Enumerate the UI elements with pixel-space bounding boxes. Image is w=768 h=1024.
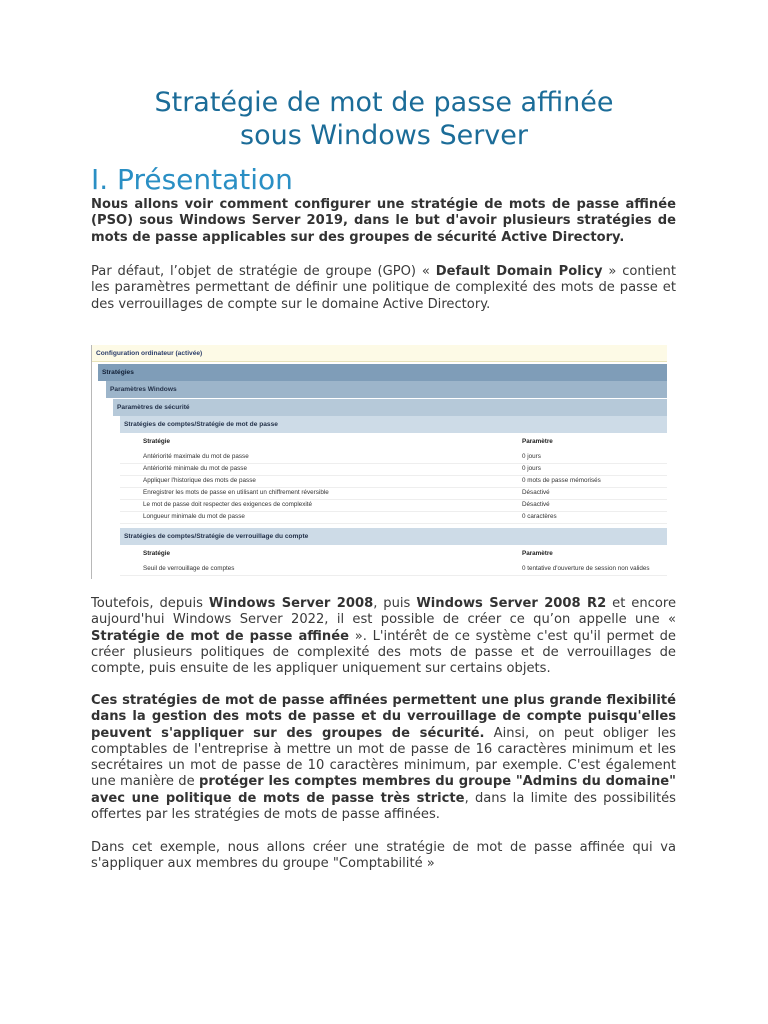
title-line-1: Stratégie de mot de passe affinée	[154, 87, 614, 118]
row-strategy: Antériorité maximale du mot de passe	[143, 453, 249, 460]
row-strategy: Seuil de verrouillage de comptes	[143, 565, 235, 572]
p3-text-c: , puis	[373, 596, 417, 611]
row-value: 0 jours	[522, 453, 541, 460]
p4-bold-c: protéger les comptes membres du groupe "Admins du domaine" avec une politique de mots de passe très stricte	[91, 774, 676, 806]
p2-text-c: » contient les paramètres permettant de définir une politique de complexité des mots de passe et des verrouillages de compte sur le domaine Active Directory.	[91, 264, 676, 312]
row-value: Désactivé	[522, 501, 550, 508]
p2-bold: Default Domain Policy	[435, 264, 603, 279]
col-param: Paramètre	[522, 438, 553, 445]
bar-lockout-policy: Stratégies de comptes/Stratégie de verrouillage du compte	[120, 528, 667, 545]
flexibility-paragraph	[91, 693, 676, 823]
document-title	[0, 86, 768, 152]
row-strategy: Enregistrer les mots de passe en utilisant un chiffrement réversible	[143, 489, 329, 496]
history-paragraph	[91, 596, 676, 677]
lockout-table-header	[120, 550, 667, 562]
p3-text-g: ». L'intérêt de ce système c'est qu'il permet de créer plusieurs politiques de complexité des mots de passe et de verrouillages de compte, puis ensuite de les appliquer uniquement sur certains objets.	[91, 628, 676, 677]
intro-bold-text: Nous allons voir comment configurer une stratégie de mots de passe affinée (PSO) sous Windows Server 2019, dans le but d'avoir plusieurs stratégies de mots de passe applicables sur des groupes de sécurité Active Directory.	[91, 197, 676, 245]
row-value: Désactivé	[522, 489, 550, 496]
intro-paragraph	[91, 197, 676, 246]
row-strategy: Appliquer l'historique des mots de passe	[143, 477, 256, 484]
row-value: 0 jours	[522, 465, 541, 472]
p2-text-a: Par défaut, l’objet de stratégie de groupe (GPO) «	[91, 264, 436, 279]
row-value: 0 mots de passe mémorisés	[522, 477, 601, 484]
section-heading: I. Présentation	[91, 163, 293, 196]
gpo-settings-screenshot	[91, 345, 667, 579]
password-table-header	[120, 438, 667, 450]
default-policy-paragraph	[91, 264, 676, 313]
p4-text-b: Ainsi, on peut obliger les comptables de l'entreprise à mettre un mot de passe de 16 caractères minimum et les secrétaires un mot de passe de 10 caractères minimum, par exemple. C'est également une manière de	[91, 725, 676, 790]
row-strategy: Antériorité minimale du mot de passe	[143, 465, 247, 472]
row-value: 0 caractères	[522, 513, 557, 520]
table-row	[120, 563, 667, 576]
title-line-2: sous Windows Server	[240, 120, 528, 151]
p3-bold-pso: Stratégie de mot de passe affinée	[91, 628, 349, 644]
bar-windows-settings: Paramètres Windows	[106, 381, 667, 398]
p3-text-e: et encore aujourd'hui Windows Server 2022, il est possible de créer ce qu’on appelle une «	[91, 596, 677, 628]
p3-bold-ws2008r2: Windows Server 2008 R2	[416, 596, 607, 611]
col-strategy: Stratégie	[143, 550, 170, 557]
p3-bold-ws2008: Windows Server 2008	[208, 596, 374, 611]
col-strategy: Stratégie	[143, 438, 170, 445]
row-value: 0 tentative d'ouverture de session non valides	[522, 565, 650, 572]
bar-password-policy: Stratégies de comptes/Stratégie de mot de passe	[120, 416, 667, 433]
row-strategy: Longueur minimale du mot de passe	[143, 513, 245, 520]
p4-bold-a: Ces stratégies de mot de passe affinées permettent une plus grande flexibilité dans la gestion des mots de passe et du verrouillage de compte puisqu'elles peuvent s'appliquer sur des groupes de sécurité.	[91, 693, 676, 741]
p4-text-d: , dans la limite des possibilités offertes par les stratégies de mots de passe affinées.	[91, 790, 676, 823]
table-row	[120, 511, 667, 524]
example-paragraph: Dans cet exemple, nous allons créer une stratégie de mot de passe affinée qui va s'appliquer aux membres du groupe "Comptabilité »	[91, 840, 676, 872]
bar-computer-config: Configuration ordinateur (activée)	[92, 345, 667, 362]
bar-security-settings: Paramètres de sécurité	[113, 399, 667, 416]
col-param: Paramètre	[522, 550, 553, 557]
p3-text-a: Toutefois, depuis	[91, 596, 209, 611]
bar-strategies: Stratégies	[98, 364, 667, 381]
row-strategy: Le mot de passe doit respecter des exigences de complexité	[143, 501, 313, 508]
